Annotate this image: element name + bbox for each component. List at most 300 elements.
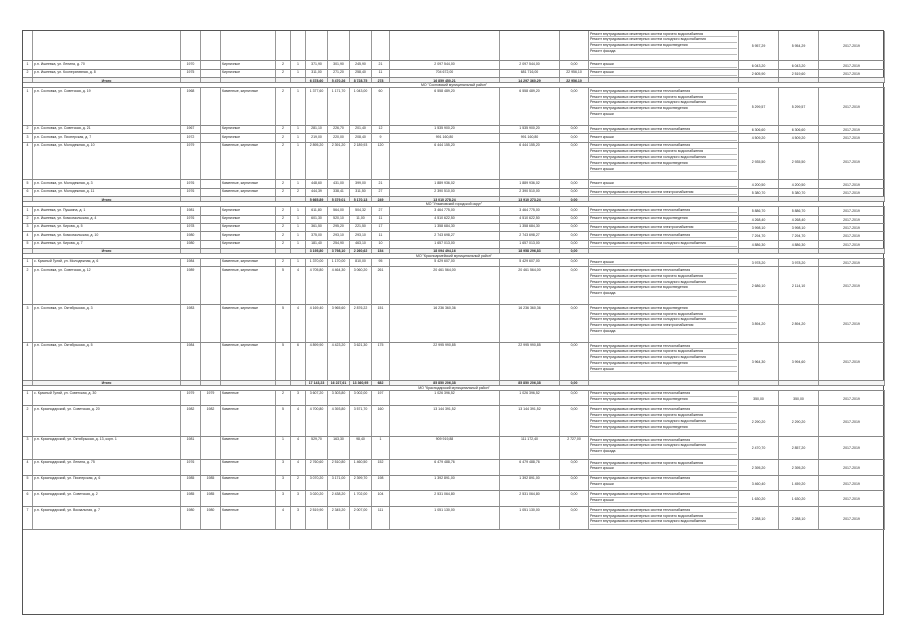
cell-en: 1 — [291, 207, 306, 214]
cell-fund: 5 429 607,00 — [500, 259, 560, 266]
repair-work-item: Ремонт крыши — [590, 498, 737, 504]
cell-y1: 1978 — [181, 224, 201, 231]
subtotal-yr — [819, 78, 885, 82]
subtotal-yr — [819, 249, 885, 253]
cell-y2: 1985 — [201, 476, 221, 491]
cell-s2: 226,70 — [328, 126, 350, 133]
cell-s1: 448,60 — [306, 180, 328, 187]
cell-y1: 1976 — [181, 460, 201, 475]
cell-fl: 2 — [276, 61, 291, 68]
subtotal-works — [589, 78, 739, 82]
cell-n: 4 — [23, 143, 33, 180]
cell-y1: 1979 — [181, 143, 201, 180]
cell-u1: 2 470,70 — [739, 437, 779, 459]
cell-yr: 2017-2019 — [819, 241, 885, 248]
cell-n: 3 — [23, 437, 33, 459]
repair-works-list — [589, 391, 739, 406]
cell-en: 2 — [291, 189, 306, 196]
cell-n: 4 — [23, 232, 33, 239]
cell-s1: 3 070,20 — [306, 476, 328, 491]
cell-en: 1 — [291, 180, 306, 187]
cell-u1: 6 306,60 — [739, 126, 779, 133]
cell-mat: Каменные, кирпичные — [221, 88, 276, 125]
subtotal-u2 — [779, 249, 819, 253]
cell-y1: 1984 — [181, 259, 201, 266]
cell-u2: 4 268,40 — [779, 216, 819, 223]
cell-mat: Каменные, кирпичные — [221, 343, 276, 380]
cell-u1: 5 380,70 — [739, 189, 779, 196]
cell-s3: 201,40 — [350, 126, 372, 133]
cell-mat: Кирпичные — [221, 61, 276, 68]
cell-p: 261 — [372, 267, 390, 304]
house-row — [23, 134, 885, 142]
cell-addr: р.п. Краснодарский, ул. Пионерская, д. 6 — [33, 476, 181, 491]
cell-s3: 208,40 — [350, 134, 372, 141]
cell-u1: 7 294,70 — [739, 232, 779, 239]
house-row — [23, 406, 885, 436]
cell-p: 95 — [372, 259, 390, 266]
repair-work-item: Ремонт внутридомовых инженерных систем холодного водоснабжения — [590, 241, 737, 247]
repair-work-item: Ремонт внутридомовых инженерных систем электроснабжения — [590, 224, 737, 230]
cell-fl: 3 — [276, 476, 291, 491]
subtotal-yr — [819, 381, 885, 385]
repair-work-item: Ремонт внутридомовых инженерных систем теплоснабжения — [590, 508, 737, 514]
cell-other: 0,00 — [560, 267, 589, 304]
subtotal-y2 — [201, 249, 221, 253]
cell-fl: 1 — [276, 437, 291, 459]
cell-addr: р.п. Сосновка, ул. Молодежная, д. 3 — [33, 180, 181, 187]
cell-s2: 220,00 — [328, 134, 350, 141]
house-row — [23, 70, 885, 78]
cell-other: 0,00 — [560, 180, 589, 187]
cell-mat: Каменные — [221, 460, 276, 475]
cell-other: 0,00 — [560, 491, 589, 506]
cell-cost: 13 144 391,52 — [390, 406, 500, 435]
subtotal-fund: 85 850 206,38 — [500, 381, 560, 385]
repair-work-item: Ремонт крыши — [590, 166, 737, 172]
repair-works-list — [589, 88, 739, 125]
subtotal-fl — [276, 78, 291, 82]
cell-mat: Каменные, кирпичные — [221, 143, 276, 180]
cell-mat: Кирпичные — [221, 241, 276, 248]
cell-addr: р.п. Ишеевка, ул. Пушкина, д. 1 — [33, 207, 181, 214]
subtotal-s2: 16 227,61 — [328, 381, 350, 385]
cell-u1: 350,00 — [739, 391, 779, 406]
subtotal-addr: Итого — [33, 78, 181, 82]
repair-work-item: Ремонт внутридомовых инженерных систем водоотведения — [590, 361, 737, 367]
cell-n — [23, 31, 33, 60]
cell-s2: 2 391,20 — [328, 143, 350, 180]
cell-other: 0,00 — [560, 343, 589, 380]
house-row — [23, 241, 885, 249]
cell-fund: 111 172,40 — [500, 437, 560, 459]
cell-addr: р.п. Ишеевка, ул. Комсомольская, д. 4 — [33, 216, 181, 223]
cell-u2: 3 998,10 — [779, 224, 819, 231]
house-row — [23, 437, 885, 460]
subtotal-u2 — [779, 197, 819, 201]
cell-u2: 5 954,29 — [779, 31, 819, 60]
capital-repair-register-table — [22, 30, 884, 615]
cell-mat: Каменные — [221, 406, 276, 435]
cell-other: 0,00 — [560, 259, 589, 266]
repair-work-item: Ремонт внутридомовых инженерных систем водоотведения — [590, 216, 737, 222]
cell-s2: 2 510,80 — [328, 460, 350, 475]
cell-y1: 1980 — [181, 241, 201, 248]
cell-s1 — [306, 31, 328, 60]
municipality-name: МО "Ульяновский городской округ" — [425, 202, 483, 207]
cell-cost: 16 236 360,36 — [390, 305, 500, 342]
cell-other: 0,00 — [560, 88, 589, 125]
cell-y2 — [201, 241, 221, 248]
cell-u1: 5 957,29 — [739, 31, 779, 60]
cell-s1: 3 020,20 — [306, 491, 328, 506]
subtotal-fl — [276, 381, 291, 385]
cell-fl: 2 — [276, 207, 291, 214]
cell-y1: 1981 — [181, 207, 201, 214]
cell-yr: 2017-2019 — [819, 216, 885, 223]
house-row — [23, 267, 885, 305]
cell-s2: 2 438,20 — [328, 491, 350, 506]
cell-cost: 704 672,00 — [390, 70, 500, 77]
cell-u1: 3 964,30 — [739, 343, 779, 380]
municipality-name: МО "Сосновский муниципальный район" — [420, 83, 488, 88]
subtotal-s3: 13 360,95 — [350, 381, 372, 385]
cell-en: 1 — [291, 143, 306, 180]
repair-work-item: Ремонт фасада — [590, 291, 737, 297]
cell-s2: 3 965,60 — [328, 305, 350, 342]
cell-cost: 6 479 488,76 — [390, 460, 500, 475]
repair-works-list — [589, 61, 739, 68]
cell-s3 — [350, 31, 372, 60]
cell-y2 — [201, 305, 221, 342]
cell-n: 5 — [23, 180, 33, 187]
repair-work-item: Ремонт крыши — [590, 135, 737, 141]
cell-cost: 2 390 510,00 — [390, 189, 500, 196]
subtotal-works — [589, 197, 739, 201]
cell-yr: 2017-2019 — [819, 224, 885, 231]
subtotal-s3: 2 260,62 — [350, 249, 372, 253]
cell-cost: 6 558 489,20 — [390, 88, 500, 125]
cell-fund: 1 657 013,00 — [500, 241, 560, 248]
cell-mat: Кирпичные — [221, 216, 276, 223]
cell-addr: р.п. Сосновка, ул. Пионерская, д. 7 — [33, 134, 181, 141]
cell-fund: 1 358 684,30 — [500, 224, 560, 231]
subtotal-y1 — [181, 78, 201, 82]
repair-works-list — [589, 406, 739, 435]
cell-p: 27 — [372, 189, 390, 196]
cell-u1: 5 886,70 — [739, 207, 779, 214]
cell-u1: 2 288,10 — [739, 507, 779, 529]
cell-u2: 2 395,20 — [779, 460, 819, 475]
cell-s3: 2 007,00 — [350, 507, 372, 529]
repair-work-item: Ремонт внутридомовых инженерных систем теплоснабжения — [590, 492, 737, 498]
cell-s1: 4 700,80 — [306, 406, 328, 435]
subtotal-other: 0,00 — [560, 197, 589, 201]
cell-y1: 1981 — [181, 437, 201, 459]
subtotal-y2 — [201, 197, 221, 201]
municipality-name: МО "Краснодарский муниципальный район" — [418, 385, 490, 390]
cell-fund: 16 236 360,36 — [500, 305, 560, 342]
cell-cost: 909 919,88 — [390, 437, 500, 459]
house-row — [23, 216, 885, 224]
subtotal-y2 — [201, 381, 221, 385]
house-row — [23, 507, 885, 530]
cell-fund: 2 097 544,00 — [500, 61, 560, 68]
repair-work-item: Ремонт внутридомовых инженерных систем теплоснабжения — [590, 268, 737, 274]
repair-works-list — [589, 70, 739, 77]
repair-work-item: Ремонт внутридомовых инженерных систем горячего водоснабжения — [590, 94, 737, 100]
subtotal-n — [23, 197, 33, 201]
cell-addr: р.п. Краснодарский, ул. Октябрьская, д. 13, корп. 1 — [33, 437, 181, 459]
house-row — [23, 224, 885, 232]
cell-mat: Каменные — [221, 476, 276, 491]
cell-addr: р.п. Сосновка, ул. Октябрьская, д. 5 — [33, 343, 181, 380]
cell-fund: 2 390 510,00 — [500, 189, 560, 196]
cell-u2: 6 306,60 — [779, 126, 819, 133]
cell-en: 1 — [291, 126, 306, 133]
repair-work-item: Ремонт внутридомовых инженерных систем холодного водоснабжения — [590, 317, 737, 323]
subtotal-mat — [221, 78, 276, 82]
subtotal-s1: 3 195,80 — [306, 249, 328, 253]
cell-u2: 7 294,70 — [779, 232, 819, 239]
cell-p: 198 — [372, 476, 390, 491]
cell-u2: 2 288,10 — [779, 507, 819, 529]
cell-y1: 1968 — [181, 88, 201, 125]
cell-mat: Каменные — [221, 507, 276, 529]
subtotal-fl — [276, 249, 291, 253]
cell-s3: 2 876,22 — [350, 305, 372, 342]
cell-n: 5 — [23, 476, 33, 491]
cell-s2: 520,10 — [328, 216, 350, 223]
repair-work-item: Ремонт внутридомовых инженерных систем водоотведения — [590, 397, 737, 403]
cell-mat: Кирпичные — [221, 207, 276, 214]
repair-work-item: Ремонт внутридомовых инженерных систем холодного водоснабжения — [590, 443, 737, 449]
repair-work-item: Ремонт внутридомовых инженерных систем водоотведения — [590, 285, 737, 291]
repair-works-list — [589, 259, 739, 266]
cell-u1: 4 886,30 — [739, 241, 779, 248]
cell-mat: Каменные — [221, 491, 276, 506]
cell-yr: 2017-2019 — [819, 343, 885, 380]
cell-cost — [390, 31, 500, 60]
repair-work-item: Ремонт внутридомовых инженерных систем теплоснабжения — [590, 89, 737, 95]
cell-mat: Кирпичные — [221, 126, 276, 133]
repair-work-item: Ремонт внутридомовых инженерных систем водоотведения — [590, 106, 737, 112]
cell-p: 197 — [372, 391, 390, 406]
repair-work-item: Ремонт внутридомовых инженерных систем электроснабжения — [590, 323, 737, 329]
repair-work-item: Ремонт внутридомовых инженерных систем теплоснабжения — [590, 407, 737, 413]
subtotal-p: 249 — [372, 197, 390, 201]
cell-cost: 1 026 396,52 — [390, 391, 500, 406]
cell-addr: р.п. Сосновка, ул. Советская, д. 21 — [33, 126, 181, 133]
cell-y2 — [201, 216, 221, 223]
subtotal-u1 — [739, 197, 779, 201]
house-row — [23, 180, 885, 188]
cell-s2: 1 171,70 — [328, 88, 350, 125]
cell-s3: 258,40 — [350, 70, 372, 77]
cell-y2 — [201, 180, 221, 187]
subtotal-en — [291, 78, 306, 82]
cell-y2 — [201, 224, 221, 231]
repair-works-list — [589, 232, 739, 239]
cell-u1: 2 686,10 — [739, 267, 779, 304]
cell-fl: 5 — [276, 305, 291, 342]
cell-mat: Каменные — [221, 391, 276, 406]
repair-work-item: Ремонт внутридомовых инженерных систем горячего водоснабжения — [590, 149, 737, 155]
cell-s2: 4 464,30 — [328, 267, 350, 304]
cell-mat: Каменные, кирпичные — [221, 267, 276, 304]
repair-works-list — [589, 224, 739, 231]
cell-yr: 2017-2019 — [819, 126, 885, 133]
subtotal-cost: 16 859 450,21 — [390, 78, 500, 82]
subtotal-cost: 13 010 278,24 — [390, 197, 500, 201]
cell-n: 1 — [23, 259, 33, 266]
cell-fund: 6 558 489,20 — [500, 88, 560, 125]
repair-works-list — [589, 460, 739, 475]
repair-works-list — [589, 241, 739, 248]
cell-y2 — [201, 189, 221, 196]
cell-fl: 5 — [276, 406, 291, 435]
house-row — [23, 343, 885, 381]
cell-u2: 1 630,20 — [779, 491, 819, 506]
subtotal-addr: Итого — [33, 381, 181, 385]
cell-s3: 3 621,30 — [350, 343, 372, 380]
cell-s1: 4 169,40 — [306, 305, 328, 342]
repair-works-list — [589, 267, 739, 304]
cell-s1: 4 899,90 — [306, 343, 328, 380]
repair-work-item: Ремонт внутридомовых инженерных систем теплоснабжения — [590, 391, 737, 397]
cell-en: 1 — [291, 88, 306, 125]
cell-en: 1 — [291, 224, 306, 231]
cell-p: 11 — [372, 232, 390, 239]
cell-p — [372, 31, 390, 60]
repair-work-item: Ремонт внутридомовых инженерных систем холодного водоснабжения — [590, 355, 737, 361]
cell-y2 — [201, 126, 221, 133]
repair-work-item: Ремонт крыши — [590, 62, 737, 68]
cell-yr: 2017-2019 — [819, 476, 885, 491]
cell-n: 6 — [23, 189, 33, 196]
cell-yr: 2017-2019 — [819, 259, 885, 266]
cell-other: 0,00 — [560, 232, 589, 239]
cell-s2 — [328, 31, 350, 60]
house-row — [23, 391, 885, 407]
cell-fund: 1 051 130,00 — [500, 507, 560, 529]
cell-fl — [276, 31, 291, 60]
subtotal-mat — [221, 197, 276, 201]
cell-n: 1 — [23, 207, 33, 214]
subtotal-fl — [276, 197, 291, 201]
subtotal-s2: 3 798,10 — [328, 249, 350, 253]
house-row — [23, 61, 885, 69]
cell-n: 3 — [23, 305, 33, 342]
cell-yr: 2017-2019 — [819, 406, 885, 435]
cell-s2: 431,00 — [328, 180, 350, 187]
cell-fund: 22 995 990,85 — [500, 343, 560, 380]
cell-p: 11 — [372, 216, 390, 223]
cell-y1: 1980 — [181, 232, 201, 239]
cell-yr: 2017-2019 — [819, 31, 885, 60]
cell-u1: 1 630,20 — [739, 491, 779, 506]
cell-s1: 311,00 — [306, 70, 328, 77]
cell-u2: 4 200,50 — [779, 180, 819, 187]
subtotal-s2: 5 379,01 — [328, 197, 350, 201]
cell-y2 — [201, 143, 221, 180]
cell-s1: 371,90 — [306, 61, 328, 68]
cell-mat: Кирпичные — [221, 232, 276, 239]
cell-s1: 444,39 — [306, 189, 328, 196]
cell-addr: р.п. Краснодарский, ул. Советская, д. 2 — [33, 491, 181, 506]
cell-u1: 3 894,20 — [739, 305, 779, 342]
cell-y1: 1982 — [181, 406, 201, 435]
repair-work-item: Ремонт внутридомовых инженерных систем холодного водоснабжения — [590, 37, 737, 43]
cell-addr: р.п. Краснодарский, ул. Вокзальная, д. 7 — [33, 507, 181, 529]
cell-u1: 3 998,10 — [739, 224, 779, 231]
subtotal-p: 278 — [372, 78, 390, 82]
cell-u1: 4 268,40 — [739, 216, 779, 223]
cell-u2: 5 886,70 — [779, 207, 819, 214]
cell-other: 0,00 — [560, 460, 589, 475]
subtotal-other: 0,00 — [560, 249, 589, 253]
cell-yr: 2017-2019 — [819, 507, 885, 529]
cell-addr: р.п. Краснодарский, ул. Ленина, д. 75 — [33, 460, 181, 475]
house-row — [23, 126, 885, 134]
subtotal-s1: 6 378,60 — [306, 78, 328, 82]
cell-s1: 281,10 — [306, 126, 328, 133]
cell-yr: 2017-2019 — [819, 437, 885, 459]
subtotal-p: 682 — [372, 381, 390, 385]
cell-fl: 2 — [276, 134, 291, 141]
repair-work-item: Ремонт крыши — [590, 70, 737, 76]
cell-fund: 991 160,80 — [500, 134, 560, 141]
cell-u1: 3 978,20 — [739, 259, 779, 266]
cell-addr: р.п. Сосновка, ул. Советская, д. 19 — [33, 88, 181, 125]
cell-en: 6 — [291, 343, 306, 380]
cell-cost: 3 464 775,00 — [390, 207, 500, 214]
subtotal-n — [23, 78, 33, 82]
repair-work-item: Ремонт внутридомовых инженерных систем теплоснабжения — [590, 343, 737, 349]
repair-work-item: Ремонт внутридомовых инженерных систем горячего водоснабжения — [590, 513, 737, 519]
house-row — [23, 88, 885, 126]
cell-s3: 3 002,00 — [350, 391, 372, 406]
cell-n: 2 — [23, 406, 33, 435]
repair-works-list — [589, 180, 739, 187]
cell-cost: 1 358 684,30 — [390, 224, 500, 231]
cell-n: 2 — [23, 216, 33, 223]
cell-u1: 2 395,20 — [739, 460, 779, 475]
repair-work-item: Ремонт внутридомовых инженерных систем холодного водоснабжения — [590, 418, 737, 424]
cell-fund: 2 531 064,80 — [500, 491, 560, 506]
cell-addr: р.п. Ишеевка, ул. Кооперативная, д. 8 — [33, 70, 181, 77]
cell-p: 120 — [372, 143, 390, 180]
cell-u2: 4 509,20 — [779, 134, 819, 141]
cell-y1: 1979 — [181, 391, 201, 406]
cell-addr: р.п. Сосновка, ул. Октябрьская, д. 3 — [33, 305, 181, 342]
cell-fl: 5 — [276, 343, 291, 380]
cell-y1: 1989 — [181, 267, 201, 304]
cell-y2 — [201, 343, 221, 380]
cell-y2: 1985 — [201, 491, 221, 506]
cell-s2: 293,10 — [328, 232, 350, 239]
cell-fund: 13 144 391,52 — [500, 406, 560, 435]
cell-fl: 2 — [276, 232, 291, 239]
cell-u2: 1 459,20 — [779, 476, 819, 491]
subtotal-fund: 14 297 360,29 — [500, 78, 560, 82]
cell-s3: 98,40 — [350, 437, 372, 459]
repair-work-item: Ремонт внутридомовых инженерных систем теплоснабжения — [590, 233, 737, 239]
cell-s2: 2 345,20 — [328, 507, 350, 529]
repair-works-list — [589, 143, 739, 180]
cell-y2 — [201, 207, 221, 214]
cell-p: 11 — [372, 70, 390, 77]
